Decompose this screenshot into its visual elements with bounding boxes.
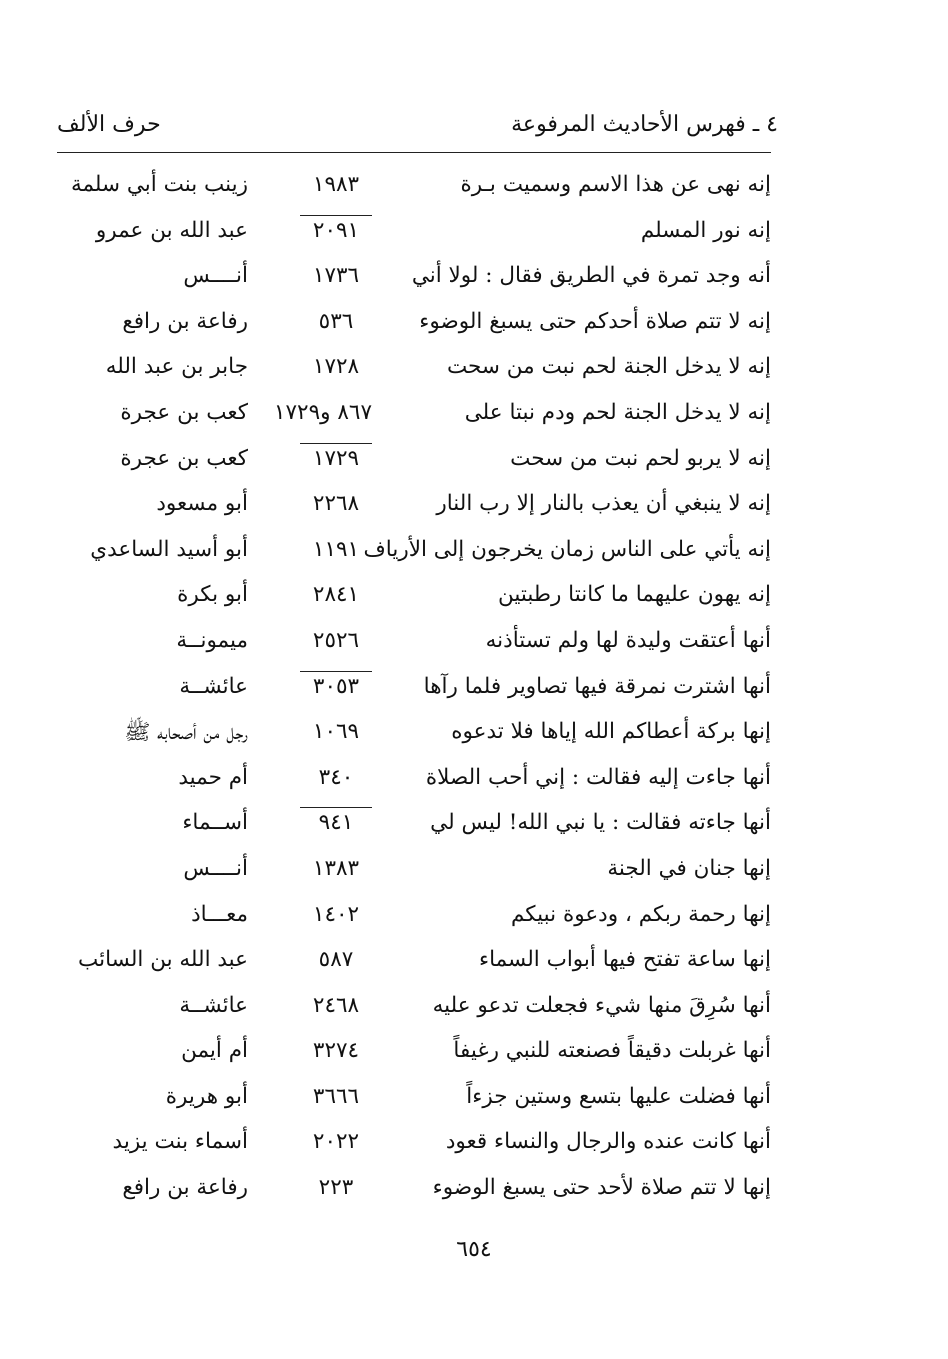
narrator-name: أبو أسيد الساعدي	[90, 536, 248, 562]
hadith-text: إنه يهون عليهما ما كانتا رطبتين	[498, 582, 771, 608]
page-number: ٦٥٤	[456, 1237, 492, 1262]
hadith-number: ٢٤٦٨	[312, 992, 360, 1018]
hadith-number: ٢٢٣	[318, 1175, 354, 1201]
hadith-number: ١٣٨٣	[312, 855, 360, 881]
hadith-text: إنها رحمة ربكم ، ودعوة نبيكم	[510, 901, 771, 927]
narrator-name: أم حميد	[178, 764, 248, 790]
hadith-number: ٢٠٢٢	[312, 1129, 360, 1155]
hadith-text: أنها جاءت إليه فقالت : إني أحب الصلاة	[425, 764, 771, 790]
index-row	[0, 985, 948, 1031]
index-row	[0, 802, 948, 848]
index-row	[0, 757, 948, 803]
running-header-letter: حرف الألف	[57, 112, 161, 137]
hadith-text: أنها اشترت نمرقة فيها تصاوير فلما رآها	[423, 673, 771, 699]
narrator-name: أبو بكرة	[177, 582, 248, 608]
hadith-text: إنها جنان في الجنة	[607, 855, 771, 881]
hadith-text: أنه وجد تمرة في الطريق فقال : لولا أني	[411, 263, 771, 289]
hadith-text: إنه لا ينبغي أن يعذب بالنار إلا رب النار	[436, 491, 771, 517]
narrator-name: عائشــة	[179, 673, 248, 699]
narrator-name: رفاعة بن رافع	[122, 308, 248, 334]
hadith-text: أنها أعتقت وليدة لها ولم تستأذنه	[485, 627, 771, 653]
index-row	[0, 164, 948, 210]
narrator-name: أم أيمن	[181, 1038, 248, 1064]
index-row	[0, 666, 948, 712]
index-row	[0, 392, 948, 438]
hadith-text: إنه لا يدخل الجنة لحم نبت من سحت	[446, 354, 771, 380]
narrator-name: أبو مسعود	[156, 491, 248, 517]
hadith-text: أنها كانت عنده والرجال والنساء قعود	[445, 1129, 771, 1155]
narrator-name: أسماء بنت يزيد	[112, 1129, 248, 1155]
narrator-name: أنــــس	[183, 855, 248, 881]
narrator-name: أبو هريرة	[165, 1083, 248, 1109]
narrator-name: كعب بن عجرة	[120, 445, 248, 471]
index-row	[0, 1167, 948, 1213]
hadith-number: ٥٨٧	[318, 947, 354, 973]
hadith-number: ١١٩١	[312, 536, 360, 562]
hadith-number: ٣٠٥٣	[300, 671, 372, 699]
narrator-name: كعب بن عجرة	[120, 399, 248, 425]
index-row	[0, 939, 948, 985]
hadith-number: ٢٢٦٨	[312, 491, 360, 517]
narrator-name: جابر بن عبد الله	[105, 354, 248, 380]
narrator-name: ميمونــة	[176, 627, 248, 653]
hadith-number: ٢٠٩١	[300, 215, 372, 243]
hadith-number: ١٠٦٩	[312, 719, 360, 745]
hadith-text: إنها لا تتم صلاة لأحد حتى يسبغ الوضوء	[432, 1175, 771, 1201]
running-header-section: ٤ ـ فهرس الأحاديث المرفوعة	[511, 112, 778, 137]
hadith-text: إنها ساعة تفتح فيها أبواب السماء	[478, 947, 771, 973]
narrator-name: عبد الله بن عمرو	[95, 217, 248, 243]
narrator-name: أســماء	[182, 810, 248, 836]
hadith-number: ١٩٨٣	[312, 172, 360, 197]
hadith-text: أنها فضلت عليها بتسع وستين جزءاً	[466, 1083, 771, 1109]
index-row	[0, 711, 948, 757]
narrator-name: رفاعة بن رافع	[122, 1175, 248, 1201]
index-row	[0, 1030, 948, 1076]
index-row	[0, 301, 948, 347]
hadith-text: إنه لا تتم صلاة أحدكم حتى يسبغ الوضوء	[419, 308, 771, 334]
hadith-number: ١٧٢٨	[312, 354, 360, 380]
hadith-number: ٨٦٧ و١٧٢٩	[273, 399, 372, 425]
hadith-number: ١٧٣٦	[312, 263, 360, 289]
narrator-name: زينب بنت أبي سلمة	[70, 172, 248, 197]
index-row	[0, 483, 948, 529]
hadith-number: ٥٣٦	[318, 308, 354, 334]
hadith-number: ٣٤٠	[318, 764, 354, 790]
index-row	[0, 1121, 948, 1167]
index-row	[0, 210, 948, 256]
index-row	[0, 438, 948, 484]
hadith-number: ١٧٢٩	[300, 443, 372, 471]
header-divider	[57, 152, 771, 153]
narrator-name: رجل من أصحابه ﷺ	[124, 720, 248, 746]
hadith-number: ٣٦٦٦	[312, 1083, 360, 1109]
hadith-text: أنها جاءته فقالت : يا نبي الله! ليس لي	[430, 810, 771, 836]
hadith-text: إنه نور المسلم	[640, 217, 771, 243]
hadith-text: إنها بركة أعطاكم الله إياها فلا تدعوه	[451, 719, 771, 745]
narrator-name: أنــــس	[183, 263, 248, 289]
hadith-number: ٢٥٢٦	[312, 627, 360, 653]
hadith-text: إنه لا يربو لحم نبت من سحت	[510, 445, 771, 471]
index-row	[0, 255, 948, 301]
narrator-name: عائشــة	[179, 992, 248, 1018]
index-row	[0, 346, 948, 392]
hadith-index-list	[0, 164, 948, 1213]
index-row	[0, 529, 948, 575]
index-row	[0, 574, 948, 620]
hadith-number: ١٤٠٢	[312, 901, 360, 927]
hadith-text: أنها غربلت دقيقاً فصنعته للنبي رغيفاً	[453, 1038, 771, 1064]
hadith-number: ٢٨٤١	[312, 582, 360, 608]
index-row	[0, 848, 948, 894]
index-row	[0, 620, 948, 666]
hadith-text: إنه لا يدخل الجنة لحم ودم نبتا على	[464, 399, 771, 425]
narrator-name: عبد الله بن السائب	[78, 947, 248, 973]
index-row	[0, 1076, 948, 1122]
hadith-text: أنها سُرِقَ منها شيء فجعلت تدعو عليه	[432, 992, 771, 1018]
narrator-name: معـــاذ	[191, 901, 248, 927]
hadith-number: ٣٢٧٤	[312, 1038, 360, 1064]
hadith-text: إنه يأتي على الناس زمان يخرجون إلى الأرياف	[363, 536, 771, 562]
hadith-number: ٩٤١	[300, 807, 372, 835]
index-row	[0, 894, 948, 940]
hadith-text: إنه نهى عن هذا الاسم وسميت بـرة	[460, 172, 771, 197]
